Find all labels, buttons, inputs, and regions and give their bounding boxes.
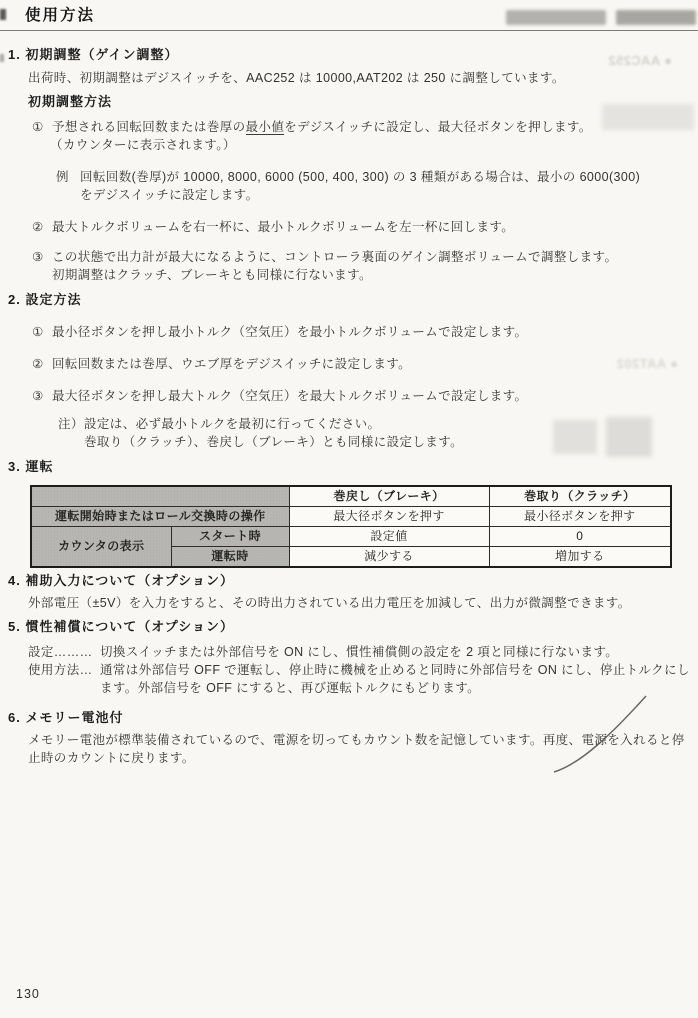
row-label-start: スタート時 <box>171 527 289 547</box>
step-text: 最大径ボタンを押し最大トルク（空気圧）を最大トルクボリュームで設定します。 <box>52 389 528 403</box>
bleed-through-heading-blob <box>616 10 696 25</box>
underlined-term: 最小値 <box>245 120 285 134</box>
row-label-running: 運転時 <box>171 547 289 568</box>
step-marker: ② <box>32 357 44 371</box>
setting-label: 設定……… <box>28 645 93 659</box>
col-header-clutch: 巻取り（クラッチ） <box>489 486 671 507</box>
section-1-step-3 <box>32 248 682 284</box>
step-text: 回転回数または巻厚、ウエブ厚をデジスイッチに設定します。 <box>52 357 412 371</box>
bleed-through-model-text: ● AAT202 <box>616 356 678 371</box>
scan-smudge <box>0 54 4 62</box>
section-1-example <box>56 168 690 204</box>
section-4-heading: 4. 補助入力について（オプション） <box>8 573 235 588</box>
title-divider <box>0 30 698 31</box>
section-2-note <box>58 415 688 451</box>
page-title: 使用方法 <box>25 7 96 24</box>
row-label-counter: カウンタの表示 <box>31 527 171 568</box>
cell-running-clutch: 増加する <box>489 547 671 568</box>
table-row <box>31 486 671 507</box>
table-row <box>31 527 671 547</box>
example-line: 回転回数(巻厚)が 10000, 8000, 6000 (500, 400, 300) の 3 種類がある場合は、最小の 6000(300) <box>80 170 641 184</box>
section-1-step-2 <box>32 218 682 236</box>
usage-text: 通常は外部信号 OFF で運転し、停止時に機械を止めると同時に外部信号を ON にし、停止トルクにします。外部信号を OFF にすると、再び運転トルクにもどります。 <box>100 663 690 695</box>
section-1-step-1-note: （カウンターに表示されます。） <box>50 138 236 152</box>
note-line: 巻取り（クラッチ）、巻戻し（ブレーキ）とも同様に設定します。 <box>84 435 464 449</box>
section-6-heading: 6. メモリー電池付 <box>8 710 124 725</box>
cell-operation-clutch: 最小径ボタンを押す <box>489 507 671 527</box>
page-number: 130 <box>16 987 40 1001</box>
step-marker: ① <box>32 120 44 134</box>
section-4-body: 外部電圧（±5V）を入力をすると、その時出力されている出力電圧を加減して、出力が微調整できます。 <box>28 596 631 610</box>
section-6-body: メモリー電池が標準装備されているので、電源を切ってもカウント数を記憶しています。再度、電源を入れると停止時のカウントに戻ります。 <box>28 733 685 765</box>
step-text: 初期調整はクラッチ、ブレーキとも同様に行ないます。 <box>52 268 372 282</box>
setting-text: 切換スイッチまたは外部信号を ON にし、慣性補償側の設定を 2 項と同様に行ないます。 <box>100 645 619 659</box>
example-label: 例 <box>56 170 69 184</box>
step-marker: ① <box>32 325 44 339</box>
section-2-step-1 <box>32 323 682 341</box>
cell-running-brake: 減少する <box>289 547 489 568</box>
row-label-operation: 運転開始時またはロール交換時の操作 <box>31 507 289 527</box>
table-row <box>31 507 671 527</box>
note-line: 設定は、必ず最小トルクを最初に行ってください。 <box>84 417 381 431</box>
step-text: をデジスイッチに設定し、最大径ボタンを押します。 <box>284 120 592 134</box>
step-marker: ③ <box>32 250 44 264</box>
bleed-through-model-text: ● AAC252 <box>607 53 672 68</box>
section-1-step-1 <box>32 118 682 136</box>
section-2-heading: 2. 設定方法 <box>8 292 82 307</box>
bleed-through-heading-blob <box>506 10 606 25</box>
scan-smudge <box>0 9 6 20</box>
section-5-heading: 5. 慣性補償について（オプション） <box>8 619 235 634</box>
usage-label: 使用方法… <box>28 663 93 677</box>
table-corner-cell <box>31 486 289 507</box>
step-text: 最大トルクボリュームを右一杯に、最小トルクボリュームを左一杯に回します。 <box>52 220 515 234</box>
section-1-heading: 1. 初期調整（ゲイン調整） <box>8 47 179 62</box>
cell-start-brake: 設定値 <box>289 527 489 547</box>
col-header-brake: 巻戻し（ブレーキ） <box>289 486 489 507</box>
operation-table <box>30 485 672 568</box>
section-1-intro: 出荷時、初期調整はデジスイッチを、AAC252 は 10000,AAT202 は 250 に調整しています。 <box>28 71 565 85</box>
cell-start-clutch: 0 <box>489 527 671 547</box>
step-marker: ③ <box>32 389 44 403</box>
example-line: をデジスイッチに設定します。 <box>80 188 259 202</box>
step-text: この状態で出力計が最大になるように、コントローラ裏面のゲイン調整ボリュームで調整します。 <box>52 250 618 264</box>
section-2-step-2 <box>32 355 682 373</box>
section-5-setting <box>28 643 694 661</box>
section-3-heading: 3. 運転 <box>8 459 54 474</box>
note-label: 注） <box>58 417 84 431</box>
section-2-step-3 <box>32 387 682 405</box>
cell-operation-brake: 最大径ボタンを押す <box>289 507 489 527</box>
step-text: 予想される回転回数または巻厚の <box>52 120 246 134</box>
step-marker: ② <box>32 220 44 234</box>
section-5-usage <box>28 661 694 697</box>
section-1-subheading: 初期調整方法 <box>28 94 113 109</box>
step-text: 最小径ボタンを押し最小トルク（空気圧）を最小トルクボリュームで設定します。 <box>52 325 528 339</box>
